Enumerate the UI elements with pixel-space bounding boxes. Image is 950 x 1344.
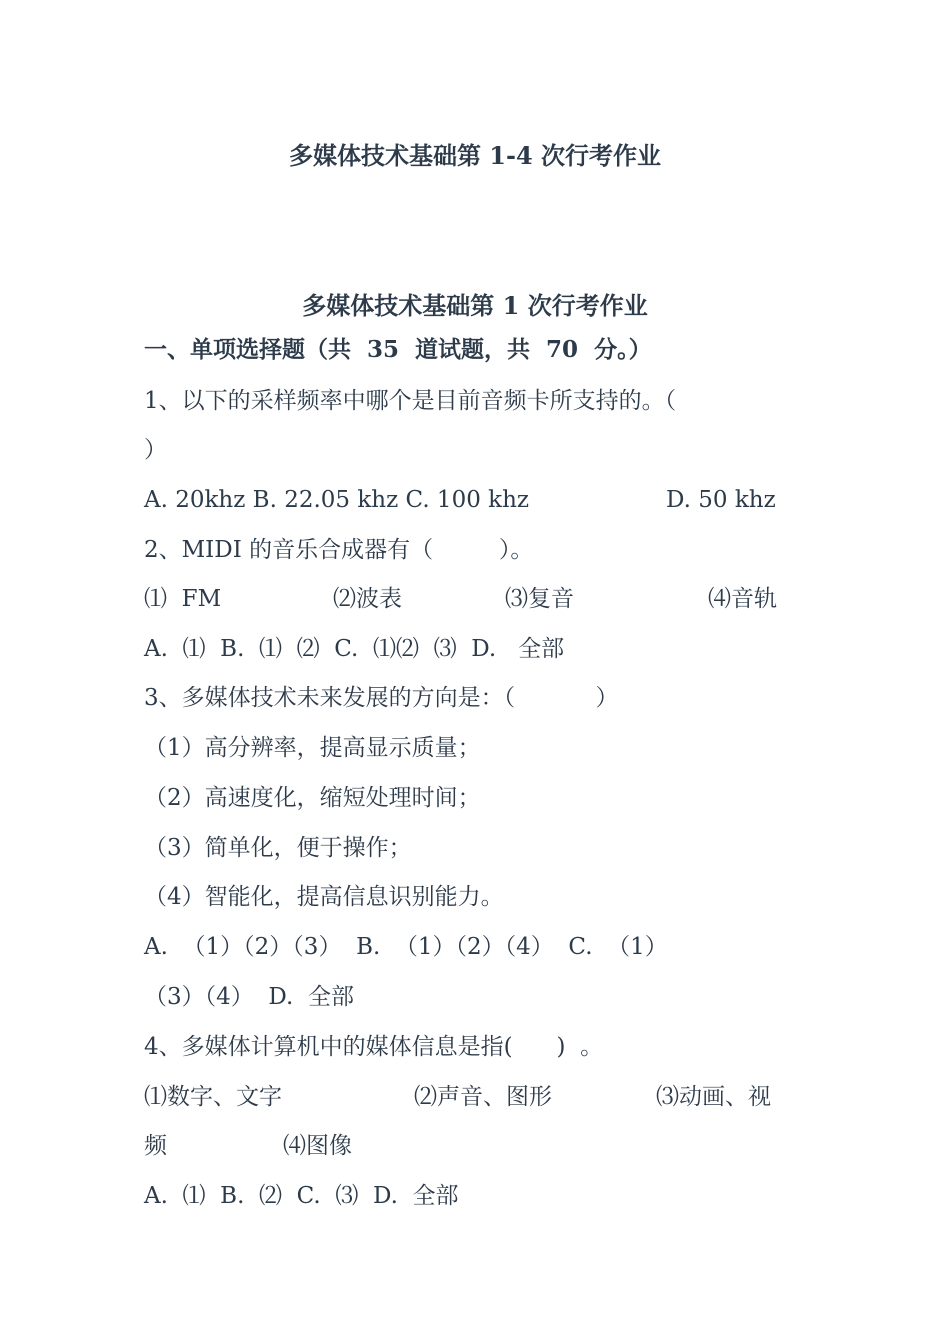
section-heading: 一、单项选择题（共 35 道试题，共 70 分。） (144, 336, 652, 363)
q4-item1: ⑴数字、文字 (144, 1084, 282, 1110)
q2-item4: ⑷音轨 (708, 586, 777, 612)
q3-item2: （2）高速度化，缩短处理时间； (144, 785, 481, 811)
q4-item2: ⑵声音、图形 (414, 1084, 552, 1110)
q2-item1: ⑴ FM (144, 586, 222, 612)
q3-stem: 3、多媒体技术未来发展的方向是：（ ） (144, 685, 619, 711)
q1-stem-line1: 1、以下的采样频率中哪个是目前音频卡所支持的。（ (144, 388, 677, 414)
q3-options-line2: （3）（4） D. 全部 (144, 984, 354, 1010)
q2-item3: ⑶复音 (505, 586, 574, 612)
q4-item3-line1: ⑶动画、视 (656, 1084, 771, 1110)
q2-item2: ⑵波表 (333, 586, 402, 612)
q3-options-line1: A. （1）（2）（3） B. （1）（2）（4） C. （1） (144, 934, 668, 960)
q4-item4: ⑷图像 (283, 1133, 352, 1159)
q4-stem: 4、多媒体计算机中的媒体信息是指( ) 。 (144, 1034, 604, 1060)
q3-item4: （4）智能化，提高信息识别能力。 (144, 884, 504, 910)
q3-item1: （1）高分辨率，提高显示质量； (144, 735, 481, 761)
sub-title: 多媒体技术基础第 1 次行考作业 (302, 291, 648, 320)
q2-options: A. ⑴ B. ⑴ ⑵ C. ⑴⑵ ⑶ D. 全部 (144, 636, 565, 662)
q4-item3-line2: 频 (144, 1133, 167, 1159)
q4-options: A. ⑴ B. ⑵ C. ⑶ D. 全部 (144, 1183, 459, 1209)
q1-options-left: A. 20khz B. 22.05 khz C. 100 khz (144, 487, 530, 513)
q1-options-right: D. 50 khz (666, 487, 776, 513)
q3-item3: （3）简单化，便于操作； (144, 835, 412, 861)
q1-stem-line2: ） (144, 437, 167, 463)
q2-stem: 2、MIDI 的音乐合成器有（ ）。 (144, 537, 534, 563)
main-title: 多媒体技术基础第 1-4 次行考作业 (288, 141, 662, 170)
